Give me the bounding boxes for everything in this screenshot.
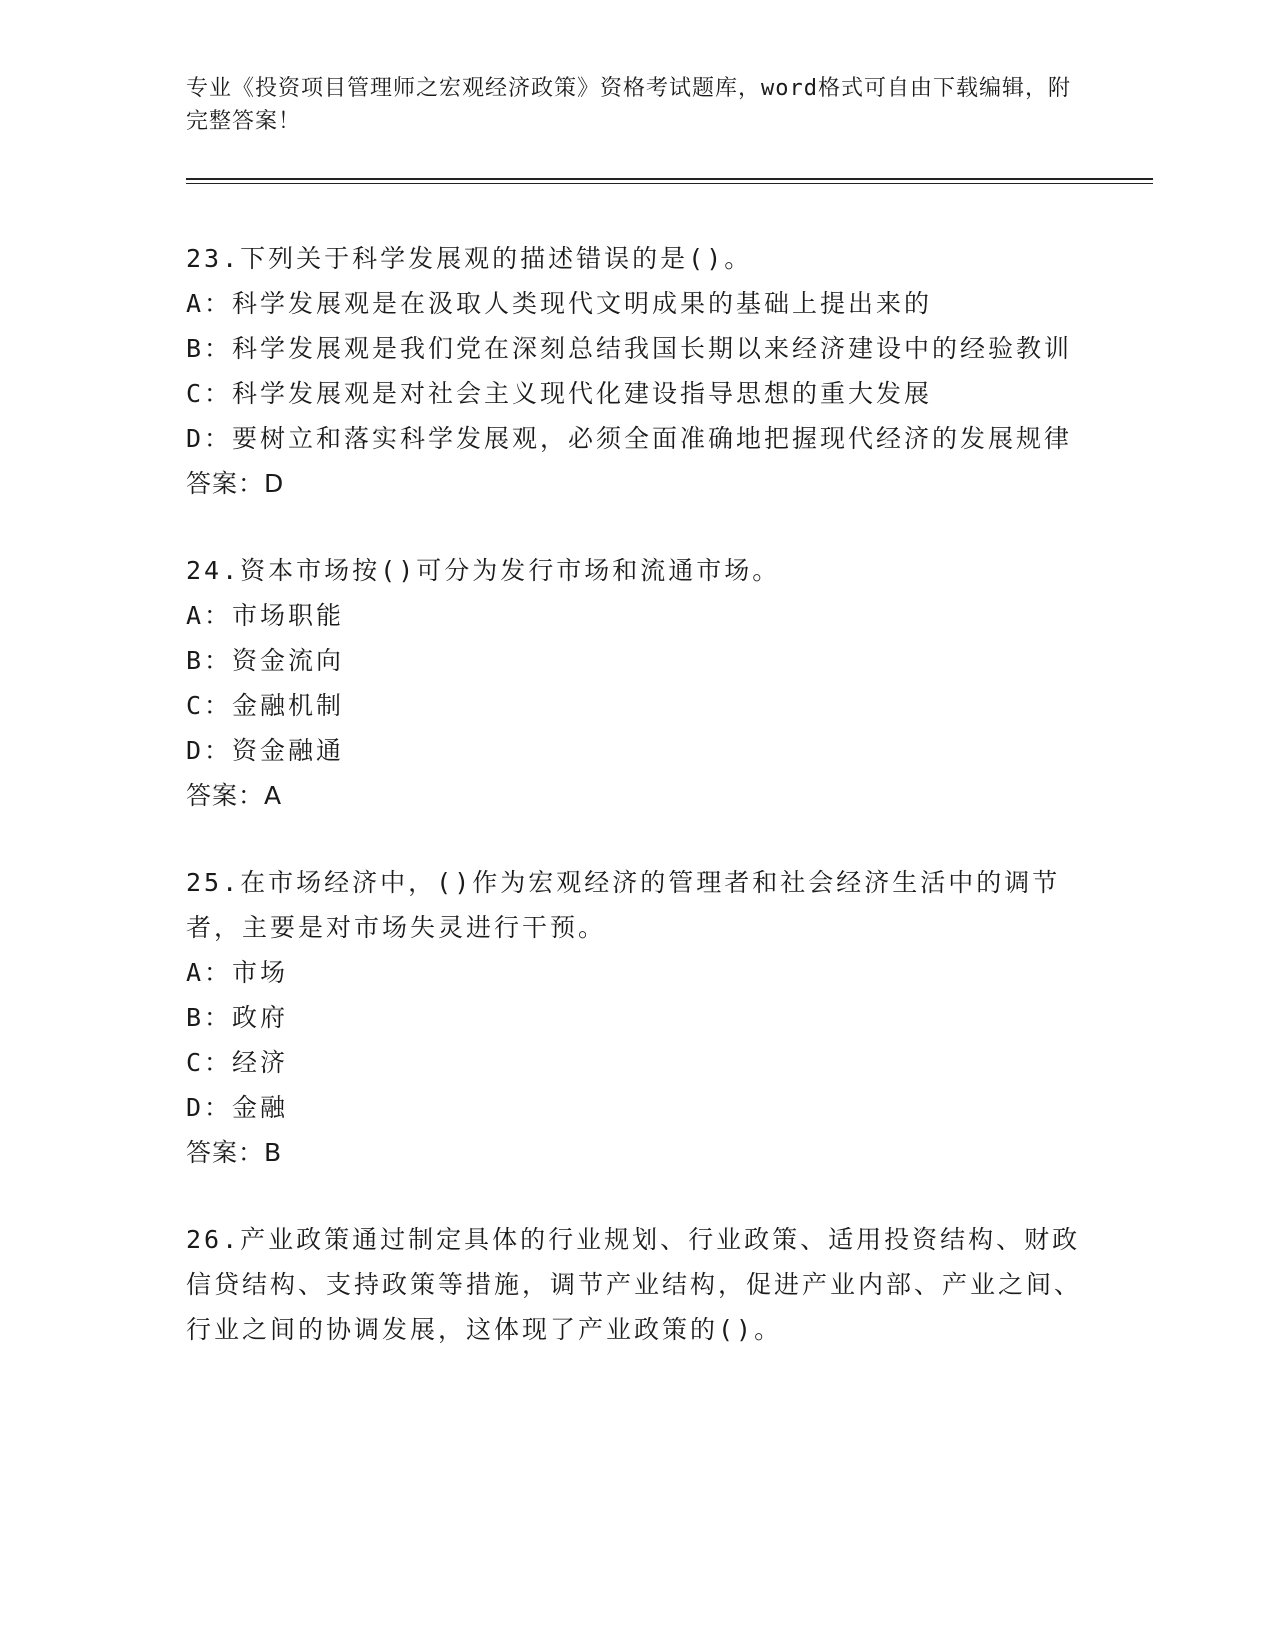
option-a: A：市场 — [186, 958, 289, 987]
option-a: A：科学发展观是在汲取人类现代文明成果的基础上提出来的 — [186, 289, 933, 318]
question-stem: 26.产业政策通过制定具体的行业规划、行业政策、适用投资结构、财政信贷结构、支持政策等措施，调节产业结构，促进产业内部、产业之间、行业之间的协调发展，这体现了产业政策的()。 — [186, 1225, 1083, 1344]
option-c: C：经济 — [186, 1048, 289, 1077]
question-23 — [186, 236, 1086, 506]
answer-line: 答案：A — [186, 781, 283, 810]
answer-line: 答案：B — [186, 1138, 283, 1167]
document-header: 专业《投资项目管理师之宏观经济政策》资格考试题库，word格式可自由下载编辑，附完整答案！ — [186, 76, 1071, 134]
question-25 — [186, 860, 1086, 1175]
question-24 — [186, 548, 1086, 818]
question-list — [186, 236, 1086, 1394]
header-divider — [186, 178, 1153, 180]
option-d: D：要树立和落实科学发展观，必须全面准确地把握现代经济的发展规律 — [186, 424, 1073, 453]
answer-line: 答案：D — [186, 469, 285, 498]
option-b: B：政府 — [186, 1003, 289, 1032]
question-stem: 24.资本市场按()可分为发行市场和流通市场。 — [186, 556, 781, 585]
question-stem: 23.下列关于科学发展观的描述错误的是()。 — [186, 244, 753, 273]
option-c: C：科学发展观是对社会主义现代化建设指导思想的重大发展 — [186, 379, 933, 408]
question-26 — [186, 1217, 1086, 1352]
question-stem: 25.在市场经济中，()作为宏观经济的管理者和社会经济生活中的调节者，主要是对市场失灵进行干预。 — [186, 868, 1061, 942]
option-c: C：金融机制 — [186, 691, 345, 720]
option-d: D：金融 — [186, 1093, 289, 1122]
option-b: B：科学发展观是我们党在深刻总结我国长期以来经济建设中的经验教训 — [186, 334, 1073, 363]
option-a: A：市场职能 — [186, 601, 345, 630]
option-b: B：资金流向 — [186, 646, 345, 675]
option-d: D：资金融通 — [186, 736, 345, 765]
header-divider-thin — [186, 183, 1153, 184]
